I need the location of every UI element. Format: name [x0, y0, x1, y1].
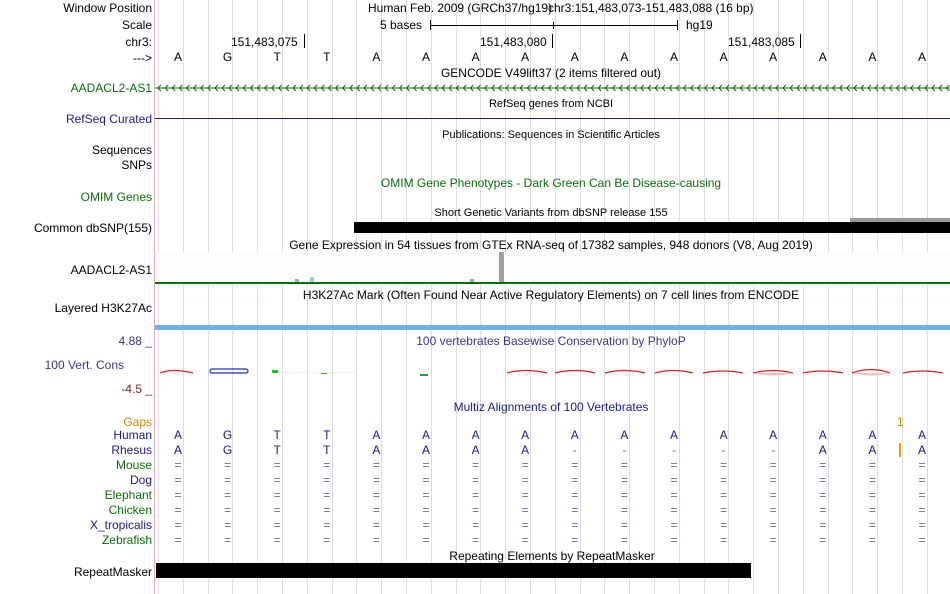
multiz-base: - [672, 443, 676, 457]
multiz-base: = [819, 488, 827, 502]
multiz-base: A [868, 428, 877, 442]
multiz-base: = [323, 503, 331, 517]
multiz-base: = [571, 518, 579, 532]
multiz-base: - [721, 443, 726, 457]
multiz-base: A [372, 443, 381, 457]
multiz-base: = [670, 488, 678, 502]
multiz-base: = [422, 518, 430, 532]
multiz-species-label[interactable]: Rhesus [111, 443, 152, 457]
ruler-tick [800, 34, 801, 48]
multiz-base: = [521, 458, 529, 472]
multiz-base: = [422, 488, 430, 502]
multiz-base: = [224, 473, 232, 487]
publications-label-sequences[interactable]: Sequences [91, 143, 152, 157]
multiz-base: = [571, 473, 579, 487]
h3k27ac-signal[interactable] [155, 325, 950, 330]
multiz-gaps-value: 1 [897, 415, 904, 429]
multiz-base: = [323, 488, 331, 502]
multiz-base: = [472, 533, 480, 547]
scale-bar-center-tick [553, 22, 554, 29]
multiz-base: = [571, 533, 579, 547]
base-letter: A [917, 50, 927, 64]
gtex-track-label[interactable]: AADACL2-AS1 [70, 263, 152, 277]
multiz-base: = [769, 518, 777, 532]
ruler-tick-label: 151,483,085 [728, 35, 795, 49]
multiz-species-label[interactable]: Zebrafish [101, 533, 152, 547]
multiz-base: = [571, 458, 579, 472]
assembly-title[interactable]: Human Feb. 2009 (GRCh37/hg19) [368, 1, 553, 15]
multiz-base: = [620, 533, 628, 547]
scale-bar-left-tick [430, 20, 431, 30]
scale-bar [430, 25, 678, 26]
multiz-base: A [917, 443, 927, 457]
ruler-tick-label: 151,483,080 [480, 35, 547, 49]
multiz-base: = [819, 503, 827, 517]
multiz-base: = [769, 458, 777, 472]
multiz-base: A [868, 443, 877, 457]
multiz-base: = [372, 488, 380, 502]
multiz-base: = [472, 473, 480, 487]
multiz-base: = [174, 473, 182, 487]
gtex-expression-plot[interactable] [155, 252, 950, 286]
ruler-tick-label: 151,483,075 [231, 35, 298, 49]
multiz-base: = [868, 488, 876, 502]
multiz-base: = [372, 473, 380, 487]
base-letter: A [818, 50, 827, 64]
multiz-base: = [918, 503, 926, 517]
multiz-base: = [372, 458, 380, 472]
multiz-base: = [422, 533, 430, 547]
multiz-base: = [819, 533, 827, 547]
multiz-base: = [323, 458, 331, 472]
multiz-base: = [273, 518, 281, 532]
strand-arrow-label: ---> [133, 51, 152, 65]
phylop-min-value: -4.5 _ [121, 382, 152, 396]
multiz-base: = [620, 458, 628, 472]
phylop-track-label[interactable]: 100 Vert. Cons [44, 358, 124, 372]
multiz-base: = [372, 503, 380, 517]
multiz-base: = [769, 503, 777, 517]
base-letter: A [421, 50, 431, 64]
multiz-base: = [571, 488, 579, 502]
multiz-base: = [174, 503, 182, 517]
multiz-base: A [173, 443, 183, 457]
multiz-base: = [472, 458, 480, 472]
multiz-base: = [620, 473, 628, 487]
multiz-base: G [222, 443, 233, 457]
multiz-base: = [174, 488, 182, 502]
gencode-item-label[interactable]: AADACL2-AS1 [70, 81, 152, 95]
h3k27ac-track-label[interactable]: Layered H3K27Ac [54, 301, 152, 315]
multiz-base: = [224, 488, 232, 502]
multiz-base: = [720, 518, 728, 532]
multiz-base: = [224, 518, 232, 532]
multiz-base: = [720, 488, 728, 502]
multiz-species-label[interactable]: Chicken [108, 503, 152, 517]
multiz-base: = [323, 518, 331, 532]
gencode-gene-feature[interactable] [155, 82, 950, 94]
multiz-base: = [372, 518, 380, 532]
base-letter: A [620, 50, 629, 64]
base-letter: A [570, 50, 579, 64]
base-letter: T [323, 50, 331, 64]
dbsnp-track-label[interactable]: Common dbSNP(155) [33, 221, 152, 235]
multiz-base: = [422, 503, 430, 517]
multiz-insertion-mark [899, 443, 901, 457]
multiz-base: A [769, 428, 778, 442]
multiz-base: = [174, 518, 182, 532]
multiz-base: = [769, 473, 777, 487]
multiz-base: = [720, 533, 728, 547]
base-letter: A [769, 50, 778, 64]
refseq-track-title[interactable]: RefSeq genes from NCBI [488, 98, 614, 110]
base-letter: T [273, 50, 281, 64]
multiz-base: = [868, 458, 876, 472]
scale-text: 5 bases [380, 18, 423, 32]
scale-label: Scale [121, 18, 152, 32]
base-letter: A [669, 50, 679, 64]
multiz-base: = [422, 458, 430, 472]
multiz-base: = [819, 518, 827, 532]
multiz-base: = [670, 473, 678, 487]
multiz-base: = [521, 488, 529, 502]
multiz-base: T [323, 428, 331, 442]
base-letter: G [222, 50, 233, 64]
multiz-base: A [471, 428, 480, 442]
multiz-base: A [719, 428, 728, 442]
multiz-base: = [918, 518, 926, 532]
base-letter: A [471, 50, 480, 64]
multiz-base: A [372, 428, 381, 442]
publications-track-title[interactable]: Publications: Sequences in Scientific Articles [442, 129, 660, 141]
publications-label-snps[interactable]: SNPs [121, 158, 152, 172]
multiz-base: = [620, 518, 628, 532]
multiz-species-label[interactable]: Human [113, 428, 152, 442]
multiz-base: T [273, 428, 281, 442]
multiz-base: = [670, 518, 678, 532]
multiz-base: T [323, 443, 331, 457]
dbsnp-variant-bar[interactable] [354, 222, 950, 233]
multiz-base: = [273, 458, 281, 472]
multiz-base: = [769, 533, 777, 547]
multiz-base: = [323, 473, 331, 487]
multiz-base: - [771, 443, 776, 457]
multiz-base: = [819, 458, 827, 472]
gtex-track-title[interactable]: Gene Expression in 54 tissues from GTEx RNA-seq of 17382 samples, 948 donors (V8, Aug 2019) [289, 238, 813, 252]
multiz-base: A [669, 428, 679, 442]
ruler-tick [304, 34, 305, 48]
window-position-label: Window Position [63, 1, 152, 15]
multiz-species-label[interactable]: X_tropicalis [89, 518, 152, 532]
multiz-base: = [472, 503, 480, 517]
multiz-base: = [521, 503, 529, 517]
multiz-base: A [818, 428, 827, 442]
multiz-base: = [620, 503, 628, 517]
multiz-base: = [670, 458, 678, 472]
repeatmasker-track-label[interactable]: RepeatMasker [73, 565, 152, 579]
multiz-base: = [472, 488, 480, 502]
multiz-base: = [521, 518, 529, 532]
base-letter: A [372, 50, 381, 64]
base-letter: A [719, 50, 728, 64]
multiz-base: A [620, 428, 629, 442]
multiz-base: = [620, 488, 628, 502]
multiz-base: = [868, 503, 876, 517]
multiz-base: = [521, 473, 529, 487]
multiz-species-label[interactable]: Dog [129, 473, 152, 487]
multiz-base: A [421, 443, 431, 457]
multiz-base: - [572, 443, 577, 457]
multiz-base: = [918, 488, 926, 502]
multiz-base: A [173, 428, 183, 442]
multiz-base: = [868, 518, 876, 532]
multiz-base: A [521, 428, 530, 442]
multiz-base: = [273, 488, 281, 502]
multiz-base: = [670, 533, 678, 547]
scale-db: hg19 [686, 18, 713, 32]
multiz-base: = [720, 503, 728, 517]
multiz-base: = [224, 503, 232, 517]
multiz-base: A [421, 428, 431, 442]
multiz-base: - [622, 443, 627, 457]
multiz-base: = [868, 473, 876, 487]
multiz-base: = [174, 533, 182, 547]
multiz-base: = [273, 473, 281, 487]
multiz-base: = [819, 473, 827, 487]
multiz-base: = [472, 518, 480, 532]
multiz-base: A [570, 428, 579, 442]
chromosome-label: chr3: [125, 35, 152, 49]
h3k27ac-track-title[interactable]: H3K27Ac Mark (Often Found Near Active Regulatory Elements) on 7 cell lines from ENCODE [302, 288, 800, 302]
multiz-base: A [521, 443, 530, 457]
multiz-base: T [273, 443, 281, 457]
base-letter: A [868, 50, 877, 64]
multiz-species-label[interactable]: Elephant [104, 488, 152, 502]
multiz-base: = [174, 458, 182, 472]
dbsnp-track-title[interactable]: Short Genetic Variants from dbSNP release 155 [434, 207, 668, 219]
phylop-max-value: 4.88 _ [118, 334, 152, 348]
position-readout[interactable]: chr3:151,483,073-151,483,088 (16 bp) [548, 1, 754, 15]
phylop-track-title[interactable]: 100 vertebrates Basewise Conservation by PhyloP [416, 334, 686, 348]
multiz-gaps-label[interactable]: Gaps [123, 415, 152, 429]
multiz-base: = [918, 458, 926, 472]
gencode-track-title[interactable]: GENCODE V49lift37 (2 items filtered out) [440, 66, 662, 80]
multiz-base: = [273, 533, 281, 547]
phylop-conservation-plot[interactable] [155, 360, 950, 384]
multiz-base: = [720, 458, 728, 472]
repeatmasker-element-bar[interactable] [156, 563, 751, 578]
multiz-track-title[interactable]: Multiz Alignments of 100 Vertebrates [453, 400, 649, 414]
multiz-base: A [917, 428, 927, 442]
multiz-base: G [222, 428, 233, 442]
multiz-base: = [868, 533, 876, 547]
multiz-base: = [273, 503, 281, 517]
multiz-base: = [918, 533, 926, 547]
multiz-base: = [372, 533, 380, 547]
multiz-base: = [769, 488, 777, 502]
multiz-base: = [323, 533, 331, 547]
multiz-species-label[interactable]: Mouse [115, 458, 152, 472]
omim-track-label[interactable]: OMIM Genes [80, 190, 152, 204]
repeatmasker-track-title[interactable]: Repeating Elements by RepeatMasker [449, 549, 655, 563]
multiz-base: = [521, 533, 529, 547]
refseq-gene-line[interactable] [155, 118, 950, 119]
scale-bar-right-tick [677, 20, 678, 30]
dbsnp-variant-bar-gray[interactable] [850, 218, 950, 222]
multiz-base: = [918, 473, 926, 487]
multiz-base: = [224, 533, 232, 547]
ruler-tick [552, 34, 553, 48]
multiz-base: = [571, 503, 579, 517]
base-letter: A [521, 50, 530, 64]
base-letter: A [173, 50, 183, 64]
refseq-track-label[interactable]: RefSeq Curated [65, 112, 152, 126]
multiz-base: = [224, 458, 232, 472]
multiz-base: = [422, 473, 430, 487]
omim-track-title[interactable]: OMIM Gene Phenotypes - Dark Green Can Be Disease-causing [380, 176, 722, 190]
multiz-base: A [471, 443, 480, 457]
multiz-base: = [670, 503, 678, 517]
multiz-base: = [720, 473, 728, 487]
multiz-base: A [818, 443, 827, 457]
